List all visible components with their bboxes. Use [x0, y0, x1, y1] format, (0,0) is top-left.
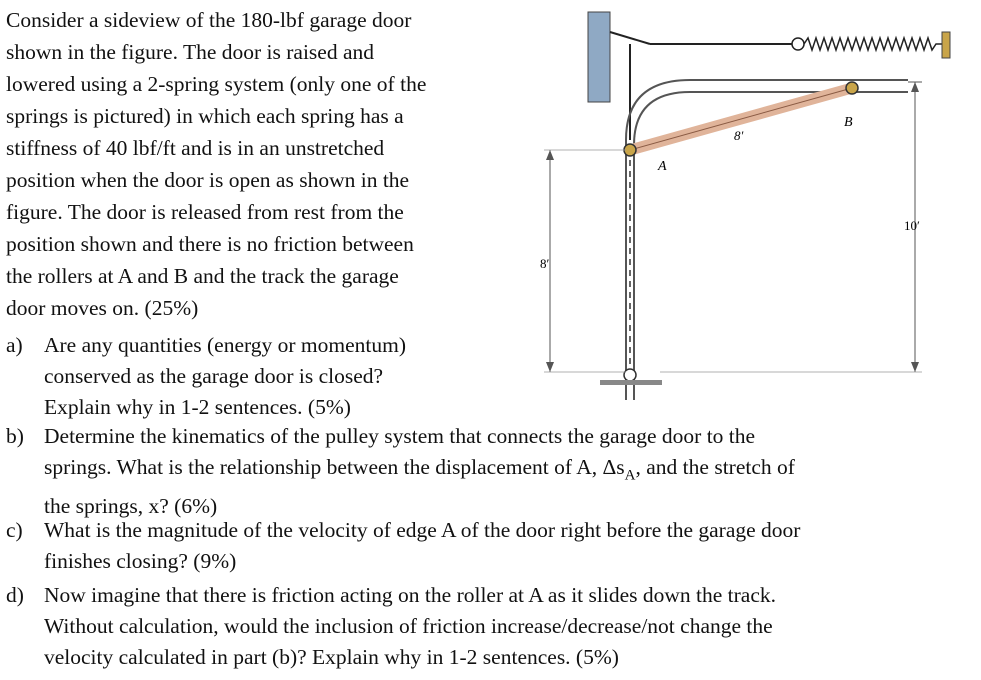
- arrow-head: [546, 362, 554, 372]
- question-c: [6, 515, 800, 577]
- intro-line: the rollers at A and B and the track the garage: [6, 264, 399, 288]
- intro-line: position shown and there is no friction between: [6, 232, 414, 256]
- question-label: a): [6, 333, 23, 357]
- problem-statement: [6, 4, 526, 324]
- question-label: c): [6, 518, 23, 542]
- intro-line: position when the door is open as shown in the: [6, 168, 410, 192]
- intro-line: springs is pictured) in which each spring has a: [6, 104, 404, 128]
- intro-line: door moves on. (25%): [6, 296, 199, 320]
- question-text: springs. What is the relationship between the displacement of A, Δs: [44, 455, 625, 479]
- question-line: conserved as the garage door is closed?: [44, 364, 384, 388]
- question-d: [6, 580, 776, 673]
- dimension-right-label: 10′: [904, 218, 920, 233]
- spring: [804, 38, 942, 50]
- question-line: finishes closing? (9%): [44, 549, 237, 573]
- floor: [600, 380, 662, 385]
- arrow-head: [911, 82, 919, 92]
- roller-B: [846, 82, 858, 94]
- question-line: Now imagine that there is friction acting on the roller at A as it slides down the track.: [44, 583, 777, 607]
- garage-door-figure: [530, 0, 970, 420]
- question-b: [6, 421, 795, 522]
- track-rail: [626, 80, 908, 400]
- question-line: velocity calculated in part (b)? Explain why in 1-2 sentences. (5%): [44, 645, 619, 669]
- intro-line: stiffness of 40 lbf/ft and is in an unstretched: [6, 136, 385, 160]
- dimension-left-label: 8′: [540, 256, 550, 271]
- arrow-head: [911, 362, 919, 372]
- wall-header: [588, 12, 610, 102]
- question-line: Determine the kinematics of the pulley system that connects the garage door to the: [44, 424, 756, 448]
- question-line: Without calculation, would the inclusion of friction increase/decrease/not change the: [44, 614, 773, 638]
- intro-line: Consider a sideview of the 180-lbf garage door: [6, 8, 412, 32]
- label-A: A: [658, 159, 667, 174]
- roller-closed: [624, 369, 636, 381]
- label-B: B: [844, 115, 853, 130]
- question-label: b): [6, 424, 24, 448]
- dimension-door-label: 8′: [734, 128, 744, 143]
- question-label: d): [6, 583, 24, 607]
- intro-line: lowered using a 2-spring system (only one of the: [6, 72, 427, 96]
- question-line: [6, 452, 795, 491]
- question-line: the springs, x? (6%): [44, 494, 218, 519]
- question-line: Explain why in 1-2 sentences. (5%): [44, 395, 351, 419]
- subscript-A: A: [624, 467, 636, 484]
- intro-line: shown in the figure. The door is raised and: [6, 40, 375, 64]
- spring-anchor: [942, 32, 950, 58]
- arrow-head: [546, 150, 554, 160]
- question-a: [6, 330, 406, 423]
- cable: [610, 32, 650, 44]
- intro-line: figure. The door is released from rest from the: [6, 200, 404, 224]
- question-line: What is the magnitude of the velocity of edge A of the door right before the garage door: [44, 518, 801, 542]
- question-text: , and the stretch of: [635, 455, 795, 479]
- question-line: Are any quantities (energy or momentum): [44, 333, 407, 357]
- spring-hook: [792, 38, 804, 50]
